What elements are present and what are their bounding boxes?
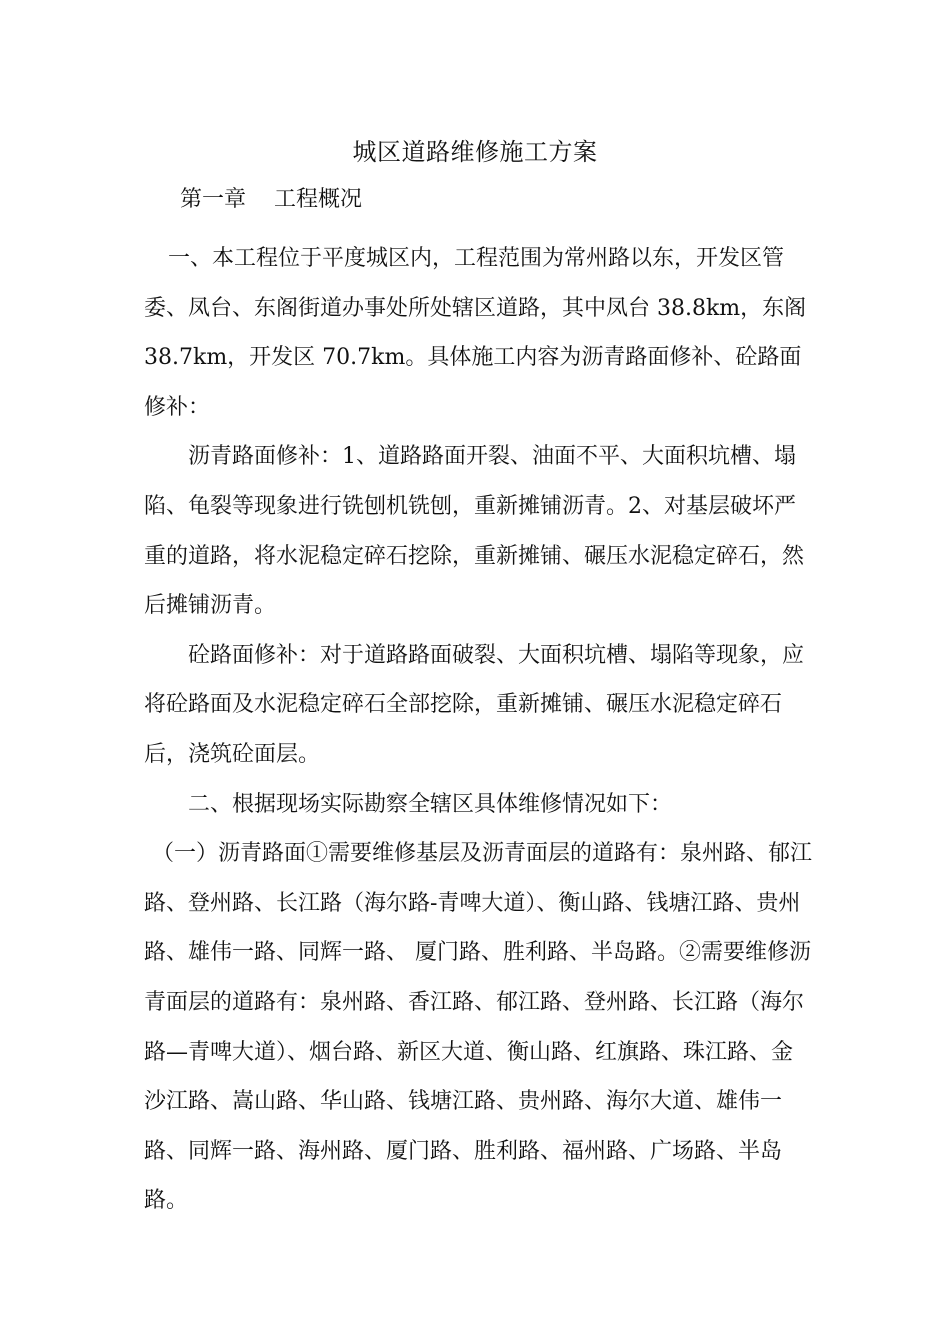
- paragraph-survey-intro: 二、根据现场实际勘察全辖区具体维修情况如下：: [188, 791, 673, 817]
- document-body: [144, 234, 814, 1226]
- paragraph-project-scope: 一、本工程位于平度城区内，工程范围为常州路以东，开发区管委、凤台、东阁街道办事处所处辖区道路，其中凤台 38.8km，东阁 38.7km，开发区 70.7km。具体施工内容为沥青路面修补、砼路面修补：: [144, 246, 807, 420]
- paragraph-concrete-repair: 砼路面修补：对于道路路面破裂、大面积坑槽、塌陷等现象，应将砼路面及水泥稳定碎石全部挖除，重新摊铺、碾压水泥稳定碎石后，浇筑砼面层。: [144, 642, 805, 767]
- document-title: 城区道路维修施工方案: [352, 138, 598, 166]
- paragraph-asphalt-repair: 沥青路面修补：1、道路路面开裂、油面不平、大面积坑槽、塌陷、龟裂等现象进行铣刨机铣刨，重新摊铺沥青。2、对基层破坏严重的道路，将水泥稳定碎石挖除，重新摊铺、碾压水泥稳定碎石，然后摊铺沥青。: [144, 444, 805, 619]
- paragraph-asphalt-roads-list: （一）沥青路面①需要维修基层及沥青面层的道路有：泉州路、郁江路、登州路、长江路（海尔路-青啤大道）、衡山路、钱塘江路、贵州路、雄伟一路、同辉一路、 厦门路、胜利路、半岛路。②需要维修沥青面层的道路有：泉州路、香江路、郁江路、登州路、长江路（海尔路—青啤大道）、烟台路、新区大道、衡山路、红旗路、珠江路、金沙江路、嵩山路、华山路、钱塘江路、贵州路、海尔大道、雄伟一路、同辉一路、海州路、厦门路、胜利路、福州路、广场路、半岛路。: [144, 841, 813, 1214]
- chapter-heading: 第一章 工程概况: [180, 187, 362, 212]
